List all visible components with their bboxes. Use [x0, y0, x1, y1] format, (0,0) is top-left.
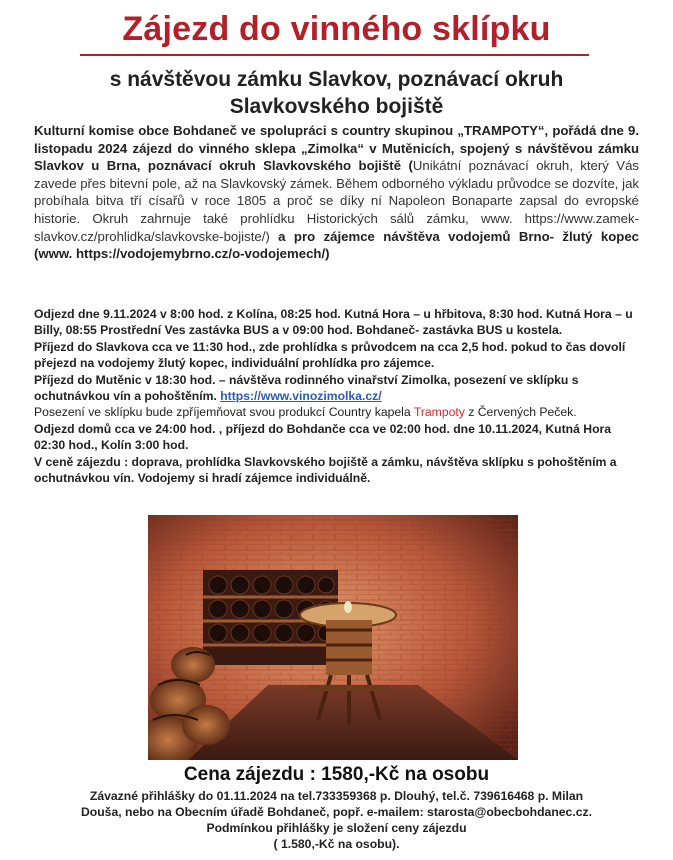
intro-bold-end: a pro zájemce návštěva vodojemů Brno- žlutý kopec (www. https://vodojemybrno.cz/o-vodojemech/) [34, 228, 639, 262]
sitting-text-after: z Červených Peček. [464, 405, 577, 420]
mutenice-text: Příjezd do Mutěnic v 18:30 hod. – návštěva rodinného vinařství Zimolka, posezení ve sklípku s ochutnávkou vín a pohoštěním. [34, 372, 579, 404]
sitting-text-before: Posezení ve sklípku bude zpříjemňovat svou produkcí Country kapela [34, 405, 414, 420]
return-info: Odjezd domů cca ve 24:00 hod. , příjezd do Bohdanče cca ve 02:00 hod. dne 10.11.2024, Kutná Hora 02:30 hod., Kolín 3:00 hod. [34, 421, 612, 453]
flyer-title: Zájezd do vinného sklípku [122, 10, 551, 48]
subtitle-line-1: s návštěvou zámku Slavkov, poznávací okruh [109, 68, 564, 91]
subtitle-line-2: Slavkovského bojiště [229, 95, 444, 118]
intro-tour-description: Unikátní poznávací okruh, který Vás zavede přes bitevní pole, až na Slavkovský zámek. Během odborného výkladu průvodce se dozvíte, jak probíhala bitva tří císařů v roce 1805 a proč se díky ní Napoleon Bonaparte zapsal do evropské historie. Okruh zahrnuje také prohlídku Historických sálů zámku, www. https://www.zamek-slavkov.cz/prohlidka/slavkovske-bojiste/) [34, 158, 640, 244]
mutenice-info [34, 372, 639, 405]
trip-price: Cena zájezdu : 1580,-Kč na osobu [183, 764, 490, 785]
registration-line-4: ( 1.580,-Kč na osobu). [273, 837, 400, 851]
slavkov-info: Příjezd do Slavkova cca ve 11:30 hod., zde prohlídka s průvodcem na cca 2,5 hod. pokud to čas dovolí přejezd na vodojemy žlutý kopec, individuální prohlídka pro zájemce. [34, 339, 626, 371]
registration-line-3: Podmínkou přihlášky je složení ceny zájezdu [206, 821, 467, 835]
winery-link[interactable]: https://www.vinozimolka.cz/ [220, 389, 382, 404]
registration-line-1: Závazné přihlášky do 01.11.2024 na tel.733359368 p. Dlouhý, tel.č. 739616468 p. Milan [89, 789, 584, 803]
wine-cellar-photo [148, 515, 518, 760]
registration-line-2: Douša, nebo na Obecním úřadě Bohdaneč, popř. e-mailem: starosta@obecbohdanec.cz. [80, 805, 592, 819]
departure-info: Odjezd dne 9.11.2024 v 8:00 hod. z Kolína, 08:25 hod. Kutná Hora – u hřbitova, 8:30 hod. Kutná Hora – u Billy, 08:55 Prostřední Ves zastávka BUS a v 09:00 hod. Bohdaneč- zastávka BUS u kostela. [34, 307, 633, 338]
title-underline [80, 54, 589, 56]
trip-details [34, 306, 639, 486]
flyer-subtitle [20, 66, 653, 120]
sitting-info [34, 404, 639, 420]
intro-paragraph [34, 122, 639, 263]
wine-cellar-illustration [148, 515, 518, 760]
band-name: Trampoty [413, 405, 465, 420]
registration-info [50, 788, 623, 852]
price-includes-info: V ceně zájezdu : doprava, prohlídka Slavkovského bojiště a zámku, návštěva sklípku s pohoštěním a ochutnávkou vín. Vodojemy si hradí zájemce individuálně. [34, 454, 617, 486]
intro-bold-start: Kulturní komise obce Bohdaneč ve spolupráci s country skupinou „TRAMPOTY“, pořádá dne 9. listopadu 2024 zájezd do vinného sklepa „Zimolka“ v Mutěnicích, spojený s návštěvou zámku Slavkov u Brna, poznávací okruh Slavkovského bojiště ( [34, 123, 639, 174]
